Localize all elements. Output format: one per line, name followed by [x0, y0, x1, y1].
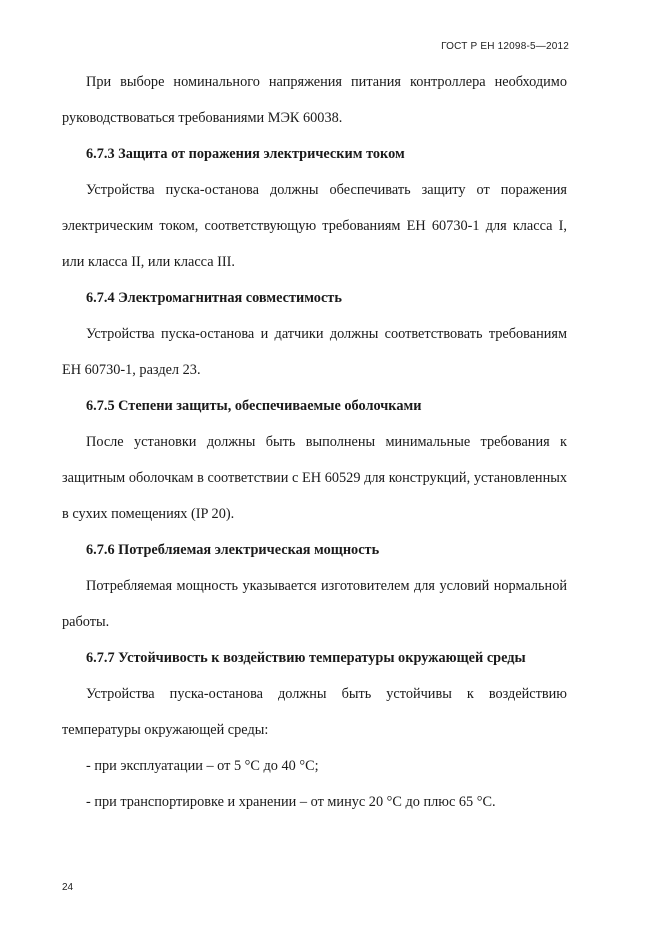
- paragraph-shock-protection: Устройства пуска-останова должны обеспечивать защиту от поражения электрическим током, соответствующую требованиям ЕН 60730-1 для класса I, или класса II, или класса III.: [62, 182, 567, 270]
- paragraph-temperature: Устройства пуска-останова должны быть устойчивы к воздействию температуры окружающей среды:: [62, 686, 567, 738]
- paragraph-enclosure: После установки должны быть выполнены минимальные требования к защитным оболочкам в соответствии с ЕН 60529 для конструкций, установленных в сухих помещениях (IP 20).: [62, 434, 567, 522]
- page-number: 24: [62, 882, 74, 893]
- heading-6-7-3: 6.7.3 Защита от поражения электрическим током: [86, 146, 405, 162]
- paragraph-voltage: При выборе номинального напряжения питания контроллера необходимо руководствоваться требованиями МЭК 60038.: [62, 74, 567, 126]
- paragraph-emc: Устройства пуска-останова и датчики должны соответствовать требованиям ЕН 60730-1, раздел 23.: [62, 326, 567, 378]
- list-item-operation: - при эксплуатации – от 5 °С до 40 °С;: [86, 758, 319, 774]
- paragraph-power: Потребляемая мощность указывается изготовителем для условий нормальной работы.: [62, 578, 567, 630]
- heading-6-7-5: 6.7.5 Степени защиты, обеспечиваемые оболочками: [86, 398, 422, 414]
- document-id-header: ГОСТ Р ЕН 12098-5—2012: [441, 41, 569, 52]
- heading-6-7-6: 6.7.6 Потребляемая электрическая мощность: [86, 542, 380, 558]
- heading-6-7-4: 6.7.4 Электромагнитная совместимость: [86, 290, 342, 306]
- page-content: [62, 64, 567, 820]
- heading-6-7-7: 6.7.7 Устойчивость к воздействию температуры окружающей среды: [86, 650, 526, 666]
- list-item-storage: - при транспортировке и хранении – от минус 20 °С до плюс 65 °С.: [86, 794, 496, 810]
